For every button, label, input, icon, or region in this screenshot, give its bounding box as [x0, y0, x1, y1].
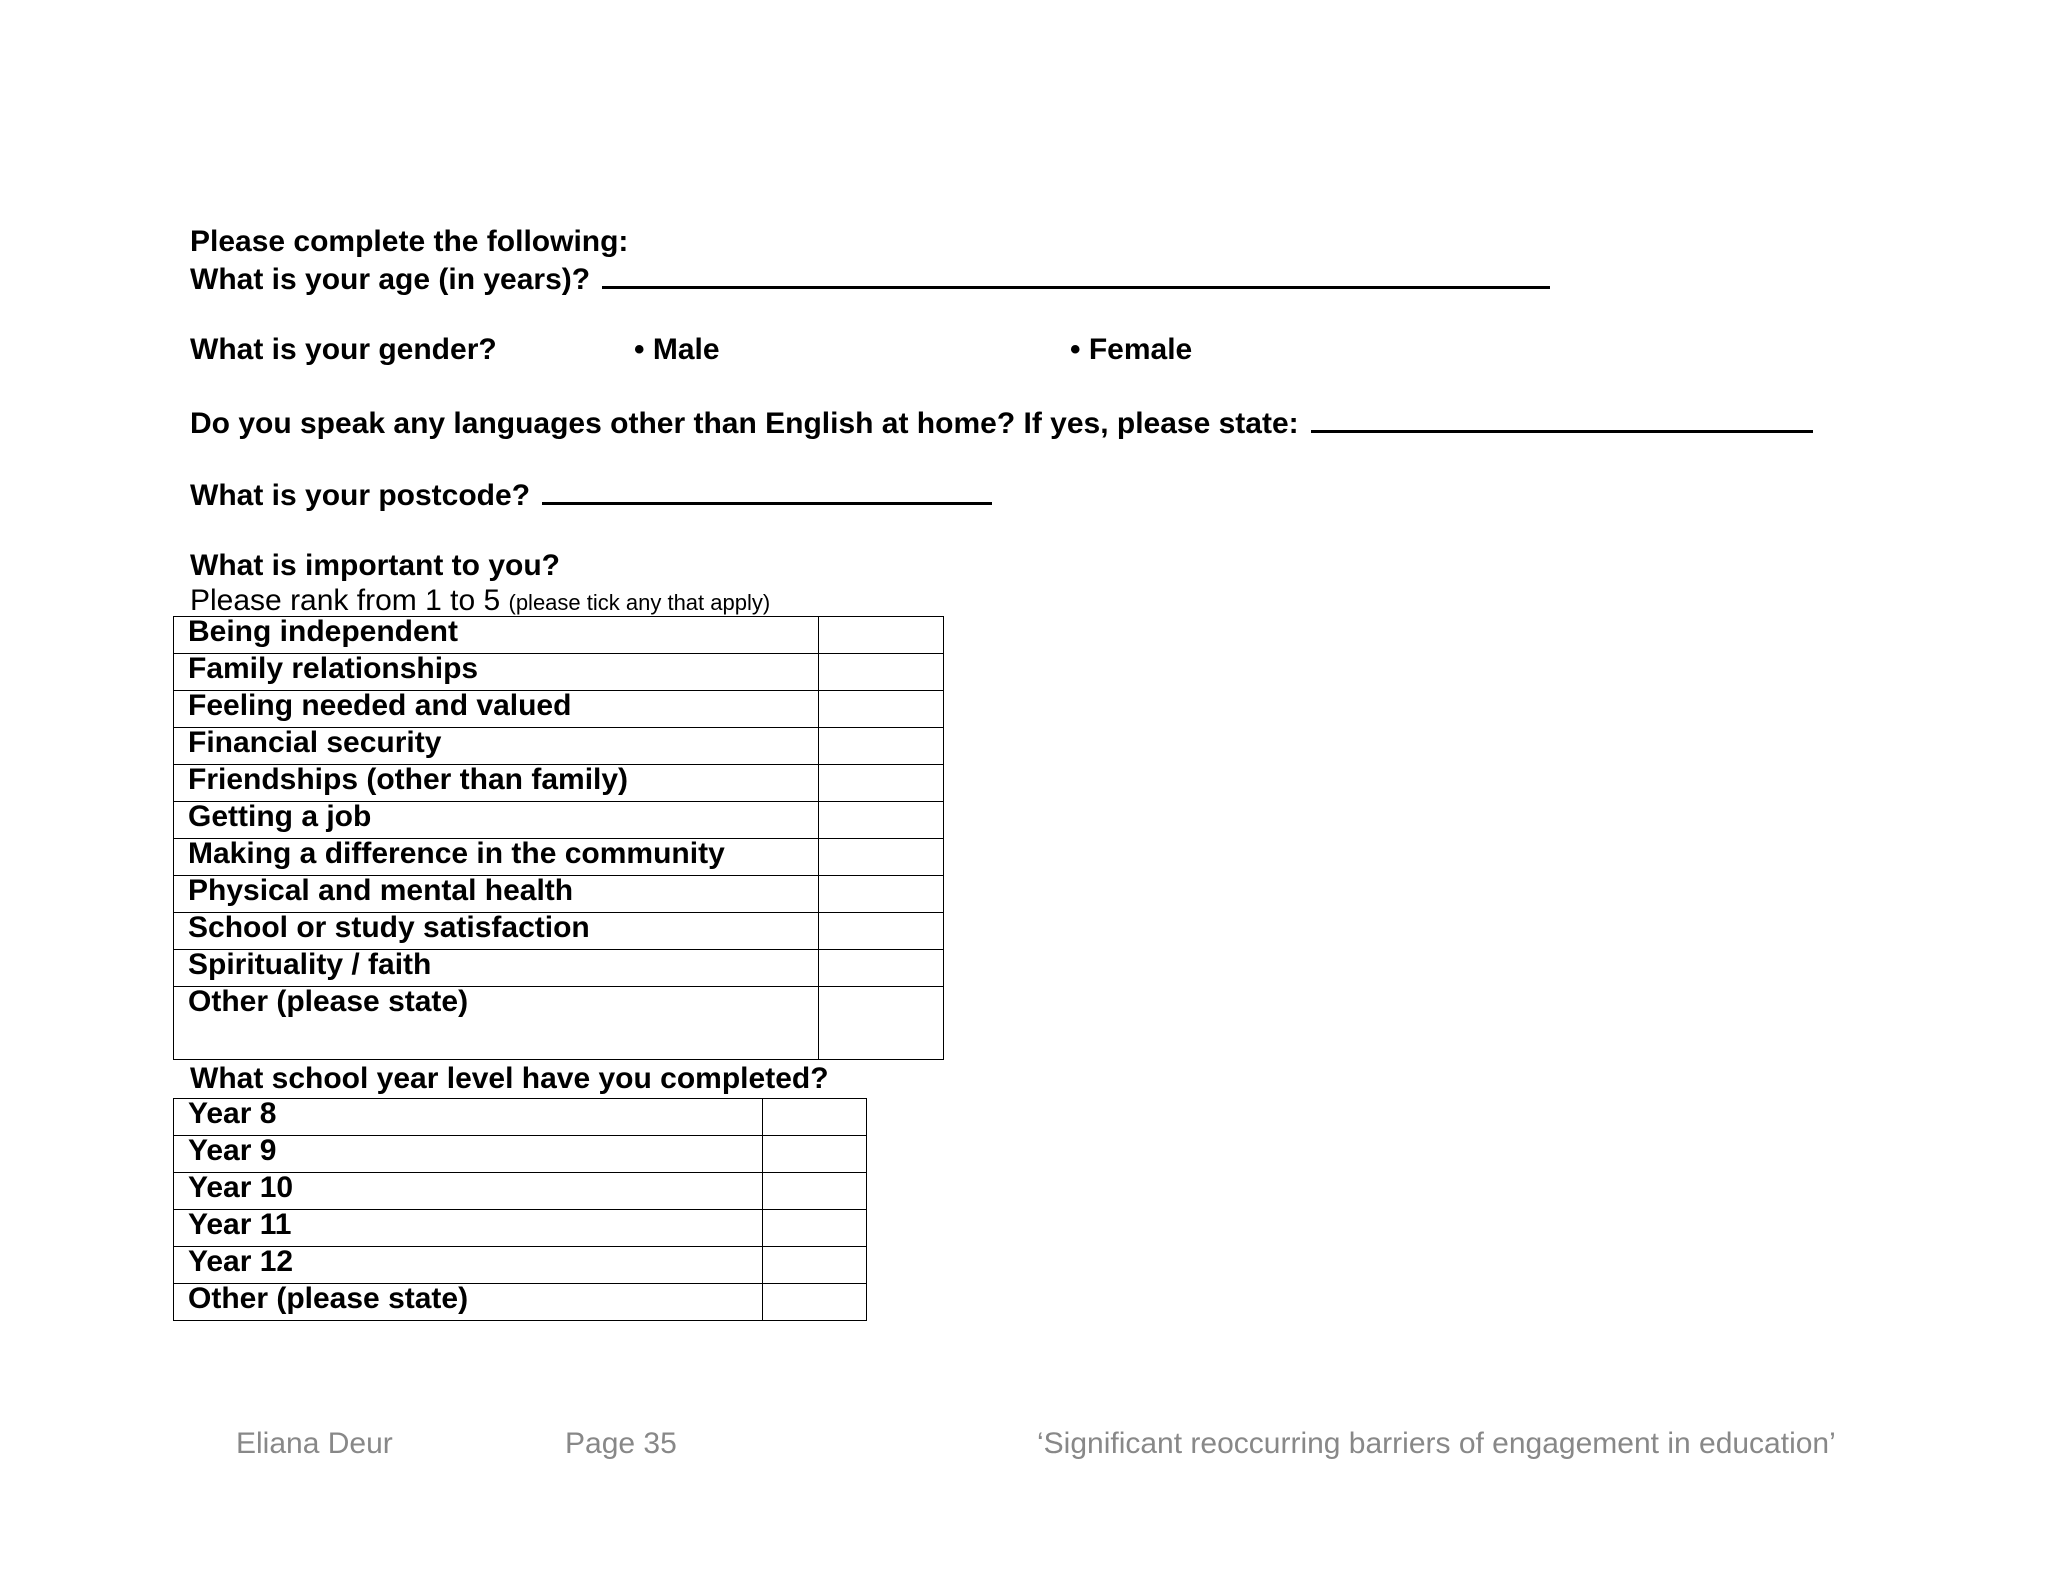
- table-row: [174, 876, 944, 913]
- item-label: Family relationships: [174, 654, 819, 691]
- age-input-line[interactable]: [602, 260, 1550, 289]
- level-label-other: Other (please state): [174, 1284, 763, 1321]
- rank-box[interactable]: [819, 654, 944, 691]
- important-ranking-table: [173, 616, 944, 1060]
- gender-option-female[interactable]: • Female: [1070, 333, 1193, 366]
- table-row: [174, 802, 944, 839]
- rank-box[interactable]: [819, 987, 944, 1060]
- rank-box[interactable]: [819, 691, 944, 728]
- rank-box[interactable]: [819, 802, 944, 839]
- table-row: [174, 1099, 867, 1136]
- form-intro: Please complete the following:: [190, 225, 629, 258]
- rank-box[interactable]: [819, 876, 944, 913]
- footer-author: Eliana Deur: [236, 1427, 393, 1460]
- age-question-row: [190, 260, 1550, 298]
- table-row: [174, 765, 944, 802]
- item-label: Financial security: [174, 728, 819, 765]
- table-row: [174, 913, 944, 950]
- gender-question: What is your gender?: [190, 333, 497, 366]
- item-label-other: Other (please state): [174, 987, 819, 1060]
- rank-box[interactable]: [819, 913, 944, 950]
- rank-box[interactable]: [819, 728, 944, 765]
- table-row: [174, 654, 944, 691]
- gender-option-male[interactable]: • Male: [634, 333, 720, 366]
- language-input-line[interactable]: [1311, 404, 1813, 433]
- level-label: Year 12: [174, 1247, 763, 1284]
- table-row: [174, 1284, 867, 1321]
- language-question-row: [190, 404, 1813, 442]
- tick-box[interactable]: [763, 1136, 867, 1173]
- tick-box[interactable]: [763, 1099, 867, 1136]
- postcode-input-line[interactable]: [542, 476, 992, 505]
- item-label: Friendships (other than family): [174, 765, 819, 802]
- table-row: [174, 1173, 867, 1210]
- footer-document-title: ‘Significant reoccurring barriers of engagement in education’: [1037, 1427, 1836, 1460]
- rank-box[interactable]: [819, 617, 944, 654]
- level-label: Year 11: [174, 1210, 763, 1247]
- table-row: [174, 728, 944, 765]
- postcode-question: What is your postcode?: [190, 479, 531, 512]
- tick-box[interactable]: [763, 1173, 867, 1210]
- item-label: Feeling needed and valued: [174, 691, 819, 728]
- item-label: Spirituality / faith: [174, 950, 819, 987]
- age-question: What is your age (in years)?: [190, 263, 591, 296]
- rank-note: (please tick any that apply): [508, 590, 771, 615]
- table-row: [174, 839, 944, 876]
- table-row: [174, 617, 944, 654]
- table-row: [174, 1136, 867, 1173]
- tick-box[interactable]: [763, 1247, 867, 1284]
- level-label: Year 9: [174, 1136, 763, 1173]
- table-row: [174, 1210, 867, 1247]
- important-heading: What is important to you?: [190, 549, 560, 582]
- item-label: Making a difference in the community: [174, 839, 819, 876]
- item-label: Getting a job: [174, 802, 819, 839]
- postcode-question-row: [190, 476, 992, 514]
- rank-box[interactable]: [819, 765, 944, 802]
- level-label: Year 10: [174, 1173, 763, 1210]
- table-row: [174, 950, 944, 987]
- table-row: [174, 691, 944, 728]
- item-label: Being independent: [174, 617, 819, 654]
- table-row: [174, 1247, 867, 1284]
- tick-box[interactable]: [763, 1284, 867, 1321]
- rank-instruction: Please rank from 1 to 5: [190, 584, 501, 617]
- school-level-table: [173, 1098, 867, 1321]
- item-label: Physical and mental health: [174, 876, 819, 913]
- school-question: What school year level have you completed?: [190, 1062, 829, 1095]
- tick-box[interactable]: [763, 1210, 867, 1247]
- rank-box[interactable]: [819, 950, 944, 987]
- footer-page-number: Page 35: [565, 1427, 677, 1460]
- gender-question-row: [190, 332, 1193, 368]
- item-label: School or study satisfaction: [174, 913, 819, 950]
- rank-box[interactable]: [819, 839, 944, 876]
- level-label: Year 8: [174, 1099, 763, 1136]
- table-row: [174, 987, 944, 1060]
- language-question: Do you speak any languages other than English at home? If yes, please state:: [190, 407, 1299, 440]
